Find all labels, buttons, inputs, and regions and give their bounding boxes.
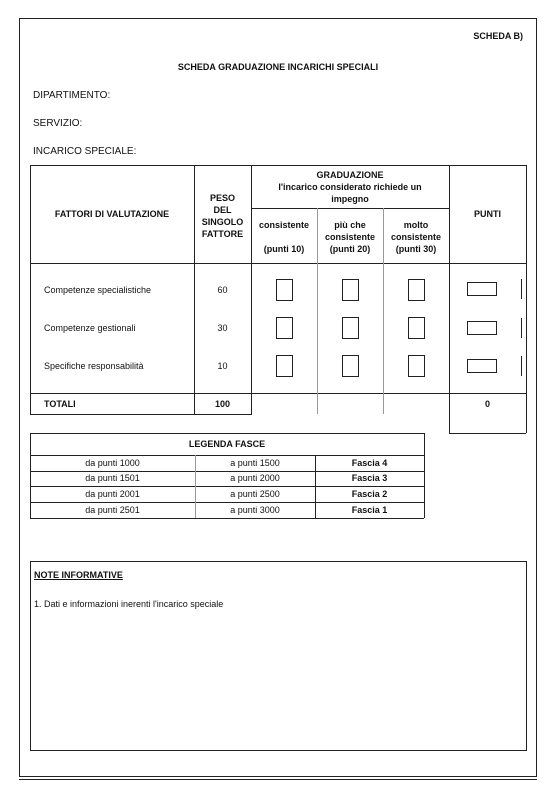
level-molto-consistente: molto consistente (punti 30) [391,220,442,254]
checkbox-piu-che-consistente[interactable] [342,355,359,377]
graduazione-header [251,169,449,205]
checkbox-molto-consistente[interactable] [408,317,425,339]
checkbox-piu-che-consistente[interactable] [342,279,359,301]
bottom-rule [19,776,537,780]
factor-label: Competenze specialistiche [44,285,152,295]
checkbox-piu-che-consistente[interactable] [342,317,359,339]
weight-value: 10 [217,361,228,371]
incarico-label: INCARICO SPECIALE: [33,146,137,157]
punti-header: PUNTI [474,209,501,219]
checkbox-molto-consistente[interactable] [408,355,425,377]
level-piu-che-consistente: più che consistente (punti 20) [324,220,375,254]
legenda-title: LEGENDA FASCE [188,439,266,449]
weight-value: 60 [217,285,228,295]
totali-label: TOTALI [44,399,76,409]
punti-input[interactable] [467,359,497,373]
checkbox-consistente[interactable] [276,317,293,339]
factor-label: Competenze gestionali [44,323,136,333]
weight-value: 30 [217,323,228,333]
fattori-header: FATTORI DI VALUTAZIONE [54,209,170,219]
punti-input[interactable] [467,282,497,296]
totali-punti: 0 [484,399,490,409]
checkbox-molto-consistente[interactable] [408,279,425,301]
graduazione-subtitle: l'incarico considerato richiede un impegno [278,182,422,204]
note-item: 1. Dati e informazioni inerenti l'incarico speciale [34,599,224,609]
graduazione-title: GRADUAZIONE [316,170,384,180]
punti-input[interactable] [467,321,497,335]
peso-header: PESO DEL SINGOLO FATTORE [201,193,244,239]
checkbox-consistente[interactable] [276,355,293,377]
checkbox-consistente[interactable] [276,279,293,301]
servizio-label: SERVIZIO: [33,118,83,129]
factor-label: Specifiche responsabilità [44,361,144,371]
totali-weight: 100 [214,399,231,409]
note-box [30,561,527,751]
dipartimento-label: DIPARTIMENTO: [33,90,111,101]
note-title: NOTE INFORMATIVE [34,570,123,580]
page-title: SCHEDA GRADUAZIONE INCARICHI SPECIALI [177,62,379,72]
level-consistente: consistente (punti 10) [258,220,309,254]
scheda-label: SCHEDA B) [473,31,523,41]
